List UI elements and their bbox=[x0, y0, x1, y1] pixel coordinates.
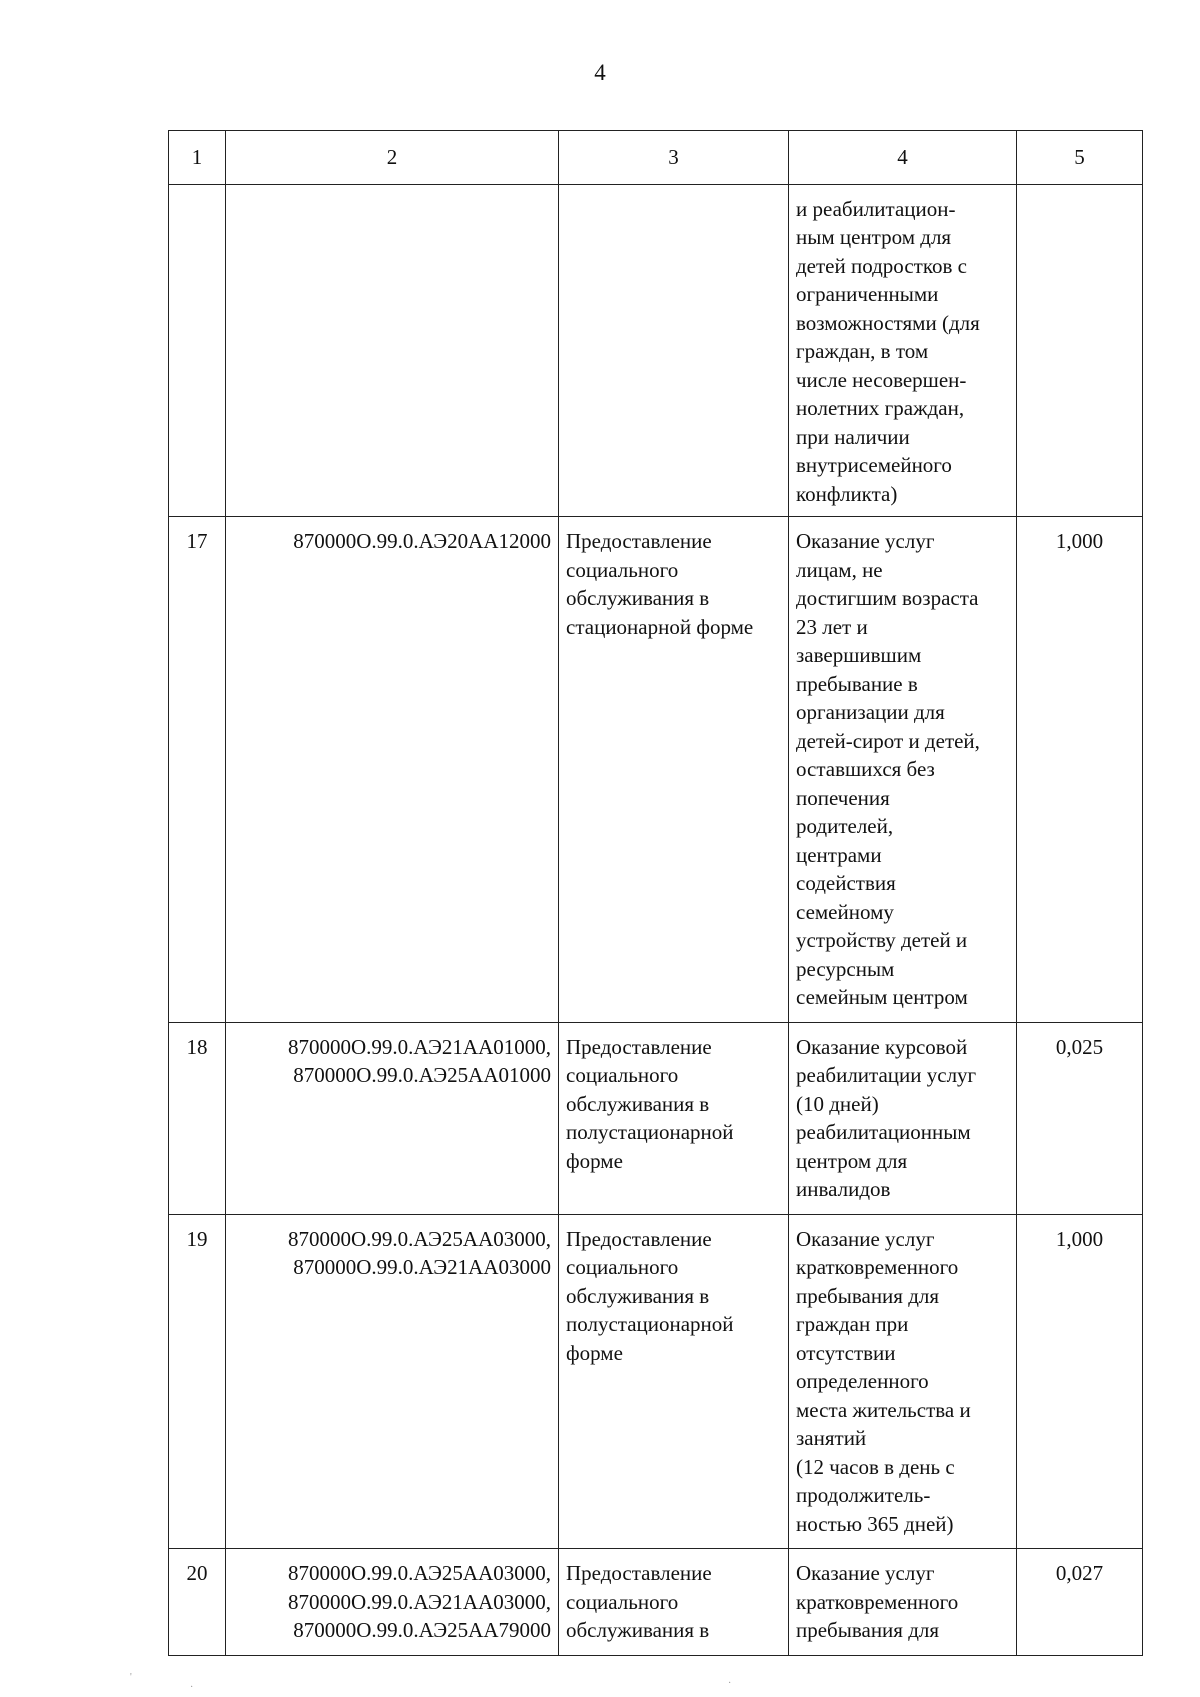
service-description-cell-line: пребывание в bbox=[796, 671, 918, 696]
service-description-cell-line: Оказание услуг bbox=[796, 1226, 935, 1251]
service-description-cell-line: ресурсным bbox=[796, 956, 895, 981]
service-form-cell-line: форме bbox=[566, 1340, 623, 1365]
service-code-cell-line: 870000О.99.0.АЭ21АА03000, bbox=[287, 1589, 551, 1614]
service-description-cell-line: детей-сирот и детей, bbox=[796, 728, 980, 753]
coefficient-cell: 0,025 bbox=[1017, 1022, 1143, 1214]
coefficient-cell bbox=[1017, 184, 1143, 517]
service-description-cell-line: ностью 365 дней) bbox=[796, 1511, 954, 1536]
service-code-cell-line: 870000О.99.0.АЭ25АА01000 bbox=[293, 1063, 551, 1087]
header-row bbox=[169, 131, 1143, 185]
service-code-cell-line: 870000О.99.0.АЭ21АА03000 bbox=[293, 1255, 551, 1279]
table-row bbox=[169, 1022, 1143, 1214]
service-description-cell-line: Оказание услуг bbox=[796, 1561, 935, 1585]
service-description-cell-line: семейным центром bbox=[796, 985, 968, 1009]
service-form-cell-line: социального bbox=[566, 1589, 679, 1614]
service-form-cell-line: стационарной форме bbox=[566, 614, 754, 639]
service-code-cell-line: 870000О.99.0.АЭ25АА03000, bbox=[287, 1226, 551, 1251]
service-form-cell-line: социального bbox=[566, 557, 679, 582]
service-form-cell bbox=[559, 1549, 789, 1656]
row-number: 17 bbox=[169, 517, 226, 1023]
service-form-cell-line: обслуживания в bbox=[566, 1283, 710, 1308]
service-description-cell-line: 23 лет и bbox=[796, 614, 868, 639]
row-number: 20 bbox=[169, 1549, 226, 1656]
service-description-cell-line: ограниченными bbox=[796, 282, 939, 306]
service-form-cell-line: Предоставление bbox=[566, 1561, 712, 1585]
service-description-cell-line: (12 часов в день с bbox=[796, 1454, 955, 1479]
service-description-cell-line: Оказание услуг bbox=[796, 529, 935, 553]
column-header-4: 4 bbox=[789, 131, 1017, 185]
column-header-3: 3 bbox=[559, 131, 789, 185]
column-header-5: 5 bbox=[1017, 131, 1143, 185]
service-form-cell-line: Предоставление bbox=[566, 529, 712, 553]
table-row bbox=[169, 1549, 1143, 1656]
service-code-cell-line: 870000О.99.0.АЭ25АА79000 bbox=[293, 1618, 551, 1642]
service-description-cell-line: и реабилитацион- bbox=[796, 196, 956, 221]
service-description-cell-line: числе несовершен- bbox=[796, 367, 967, 392]
service-description-cell-line: (10 дней) bbox=[796, 1091, 879, 1116]
service-description-cell-line: оставшихся без bbox=[796, 757, 935, 781]
scan-mark: ' bbox=[130, 1672, 132, 1683]
service-description-cell-line: центром для bbox=[796, 1148, 908, 1173]
service-description-cell-line: кратковременного bbox=[796, 1589, 959, 1614]
table-row bbox=[169, 184, 1143, 517]
scan-mark: · bbox=[190, 1682, 194, 1693]
service-description-cell-line: реабилитации услуг bbox=[796, 1063, 977, 1087]
service-description-cell-line: возможностями (для bbox=[796, 310, 980, 335]
service-description-cell-line: места жительства и bbox=[796, 1397, 971, 1422]
table-row bbox=[169, 1214, 1143, 1549]
service-form-cell-line: Предоставление bbox=[566, 1226, 712, 1251]
service-code-cell-line: 870000О.99.0.АЭ20АА12000 bbox=[293, 529, 551, 553]
service-description-cell bbox=[789, 517, 1017, 1023]
service-description-cell-line: завершившим bbox=[796, 643, 922, 667]
table-row bbox=[169, 517, 1143, 1023]
coefficient-cell: 0,027 bbox=[1017, 1549, 1143, 1656]
service-form-cell-line: Предоставление bbox=[566, 1034, 712, 1059]
service-description-cell-line: содействия bbox=[796, 871, 896, 895]
service-code-cell bbox=[226, 517, 559, 1023]
service-description-cell-line: граждан при bbox=[796, 1312, 909, 1336]
service-description-cell-line: конфликта) bbox=[796, 481, 898, 506]
service-description-cell-line: пребывания для bbox=[796, 1618, 940, 1642]
service-form-cell-line: социального bbox=[566, 1063, 679, 1087]
service-form-cell-line: обслуживания в bbox=[566, 1091, 710, 1116]
service-description-cell bbox=[789, 1549, 1017, 1656]
service-description-cell-line: пребывания для bbox=[796, 1283, 940, 1308]
coefficient-cell: 1,000 bbox=[1017, 1214, 1143, 1549]
coefficient-cell: 1,000 bbox=[1017, 517, 1143, 1023]
service-description-cell-line: при наличии bbox=[796, 424, 910, 449]
service-code-cell bbox=[226, 1214, 559, 1549]
column-header-1: 1 bbox=[169, 131, 226, 185]
service-form-cell bbox=[559, 1022, 789, 1214]
service-form-cell bbox=[559, 1214, 789, 1549]
service-description-cell-line: нолетних граждан, bbox=[796, 396, 965, 420]
service-form-cell-line: полустационарной bbox=[566, 1120, 734, 1144]
service-description-cell-line: кратковременного bbox=[796, 1255, 959, 1279]
service-description-cell bbox=[789, 1214, 1017, 1549]
service-description-cell-line: отсутствии bbox=[796, 1340, 896, 1365]
row-number: 18 bbox=[169, 1022, 226, 1214]
page-number: 4 bbox=[594, 60, 606, 85]
service-form-cell bbox=[559, 184, 789, 517]
service-description-cell bbox=[789, 184, 1017, 517]
service-description-cell-line: семейному bbox=[796, 899, 894, 924]
service-description-cell-line: родителей, bbox=[796, 814, 894, 838]
column-header-2: 2 bbox=[226, 131, 559, 185]
service-form-cell-line: форме bbox=[566, 1148, 623, 1173]
service-description-cell-line: ным центром для bbox=[796, 225, 952, 249]
service-form-cell bbox=[559, 517, 789, 1023]
service-code-cell-line: 870000О.99.0.АЭ25АА03000, bbox=[287, 1561, 551, 1585]
service-code-cell bbox=[226, 1022, 559, 1214]
service-description-cell-line: граждан, в том bbox=[796, 339, 929, 363]
service-description-cell-line: устройству детей и bbox=[796, 928, 968, 952]
service-description-cell-line: определенного bbox=[796, 1369, 929, 1393]
service-form-cell-line: социального bbox=[566, 1255, 679, 1279]
service-form-cell-line: обслуживания в bbox=[566, 586, 710, 610]
service-description-cell-line: реабилитационным bbox=[796, 1120, 971, 1144]
service-description-cell-line: лицам, не bbox=[796, 557, 883, 582]
service-form-cell-line: обслуживания в bbox=[566, 1618, 710, 1642]
service-description-cell-line: достигшим возраста bbox=[796, 586, 979, 610]
service-code-cell bbox=[226, 184, 559, 517]
service-code-cell-line: 870000О.99.0.АЭ21АА01000, bbox=[287, 1034, 551, 1059]
row-number: 19 bbox=[169, 1214, 226, 1549]
service-description-cell-line: продолжитель- bbox=[796, 1483, 931, 1507]
scan-mark: · bbox=[728, 1678, 732, 1689]
row-number bbox=[169, 184, 226, 517]
service-description-cell-line: инвалидов bbox=[796, 1177, 891, 1201]
service-description-cell-line: занятий bbox=[796, 1426, 867, 1450]
service-code-cell bbox=[226, 1549, 559, 1656]
services-table bbox=[168, 130, 1143, 1656]
service-description-cell-line: детей подростков с bbox=[796, 253, 967, 278]
service-description-cell-line: организации для bbox=[796, 700, 945, 724]
service-description-cell bbox=[789, 1022, 1017, 1214]
service-description-cell-line: центрами bbox=[796, 842, 882, 867]
service-description-cell-line: внутрисемейного bbox=[796, 453, 952, 477]
service-form-cell-line: полустационарной bbox=[566, 1312, 734, 1336]
service-description-cell-line: Оказание курсовой bbox=[796, 1034, 968, 1059]
service-description-cell-line: попечения bbox=[796, 785, 890, 810]
